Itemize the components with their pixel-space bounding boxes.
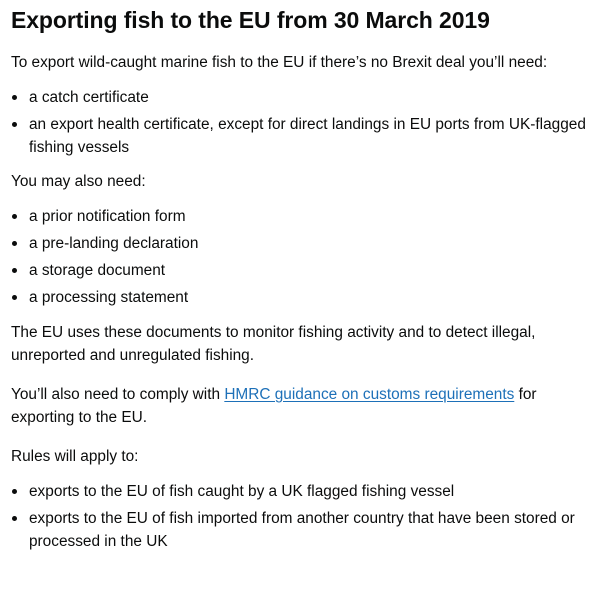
list-item: exports to the EU of fish caught by a UK flagged fishing vessel <box>11 480 589 503</box>
main-content <box>11 0 589 553</box>
list-item: a catch certificate <box>11 86 589 109</box>
bullet-icon <box>12 268 17 273</box>
eu-use-paragraph: The EU uses these documents to monitor fishing activity and to detect illegal, unreported and unregulated fishing. <box>11 324 536 364</box>
required-documents-list <box>11 86 589 159</box>
may-also-need-paragraph: You may also need: <box>11 173 146 190</box>
page-title: Exporting fish to the EU from 30 March 2019 <box>11 7 490 33</box>
list-item: exports to the EU of fish imported from another country that have been stored or processed in the UK <box>11 507 589 553</box>
bullet-icon <box>12 122 17 127</box>
bullet-icon <box>12 295 17 300</box>
intro-paragraph: To export wild-caught marine fish to the EU if there’s no Brexit deal you’ll need: <box>11 54 548 71</box>
bullet-icon <box>12 241 17 246</box>
list-item: a processing statement <box>11 286 589 309</box>
list-item: a pre-landing declaration <box>11 232 589 255</box>
list-item: an export health certificate, except for direct landings in EU ports from UK-flagged fishing vessels <box>11 113 589 159</box>
rules-paragraph: Rules will apply to: <box>11 448 139 465</box>
bullet-icon <box>12 516 17 521</box>
list-item: a storage document <box>11 259 589 282</box>
optional-documents-list <box>11 205 589 309</box>
rules-list <box>11 480 589 553</box>
hmrc-guidance-link[interactable]: HMRC guidance on customs requirements <box>224 386 515 403</box>
comply-paragraph: You’ll also need to comply with HMRC guidance on customs requirements for exporting to the EU. <box>11 386 537 426</box>
bullet-icon <box>12 489 17 494</box>
bullet-icon <box>12 95 17 100</box>
bullet-icon <box>12 214 17 219</box>
list-item: a prior notification form <box>11 205 589 228</box>
